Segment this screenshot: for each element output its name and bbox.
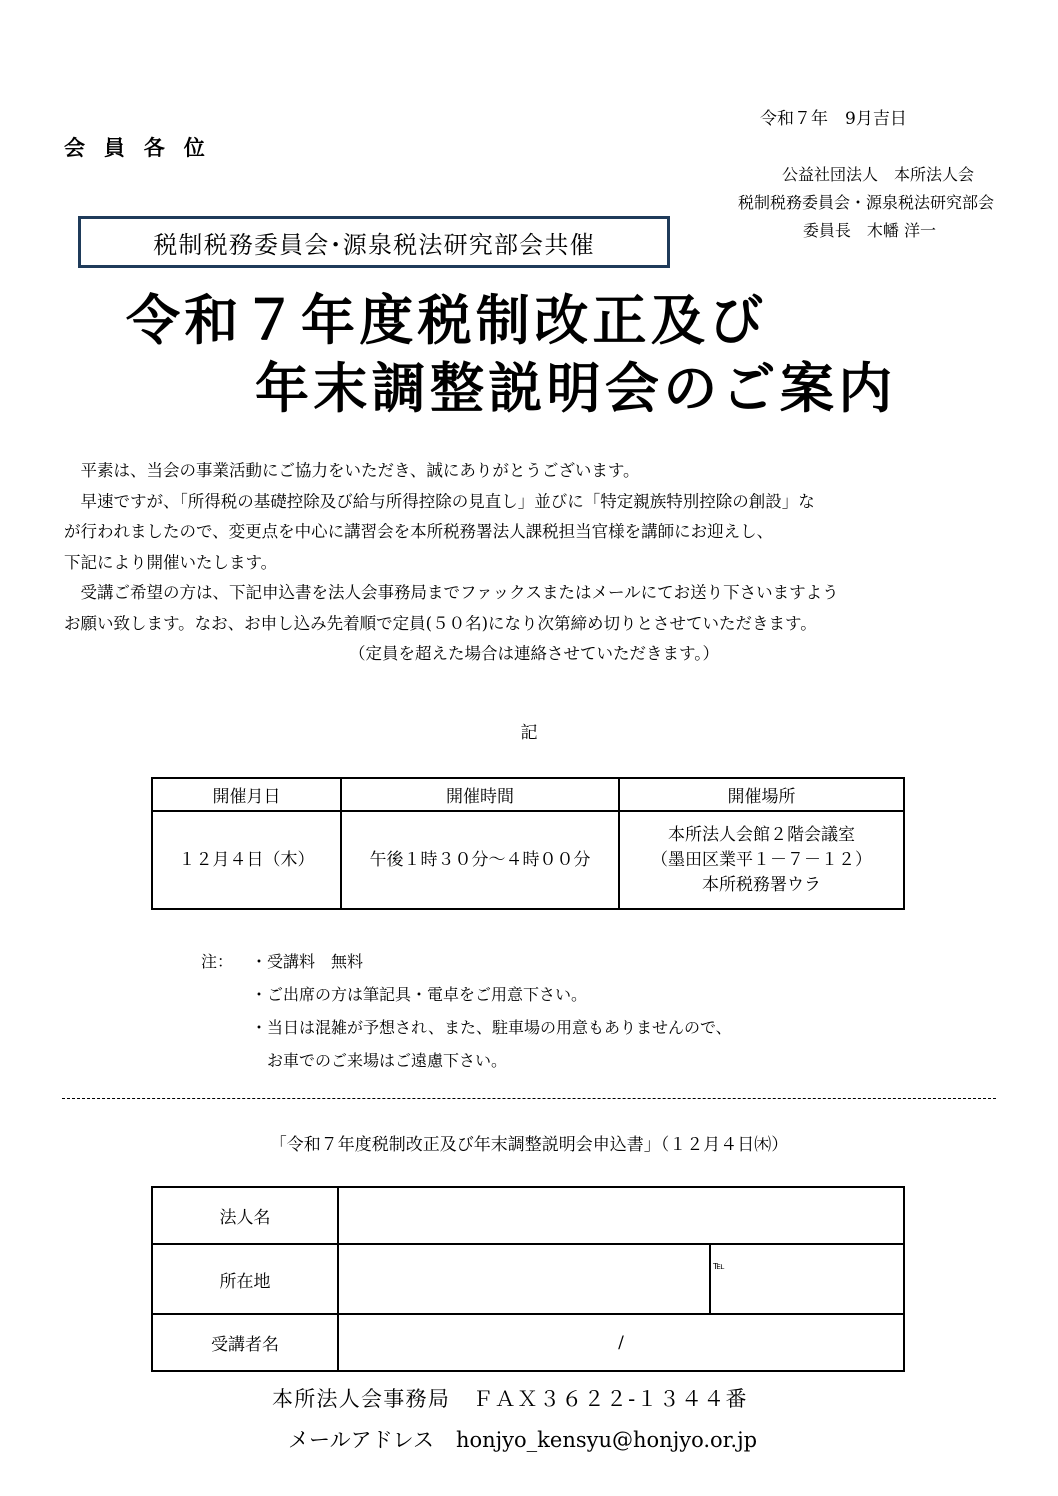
tel-label: ℡ <box>713 1259 725 1272</box>
corp-name-field[interactable] <box>338 1187 904 1244</box>
body-paragraph: 下記により開催いたします。 <box>64 552 278 572</box>
issue-date: 令和７年 9月吉日 <box>760 109 907 129</box>
body-paragraph: 受講ご希望の方は、下記申込書を法人会事務局までファックスまたはメールにてお送り下さいますよう <box>64 583 839 602</box>
note-row <box>201 945 732 978</box>
body-paragraph: 早速ですが、「所得税の基礎控除及び給与所得控除の見直し」並びに「特定親族特別控除の創設」な <box>64 491 815 511</box>
table-row <box>152 1187 904 1244</box>
header-date: 開催月日 <box>152 778 341 811</box>
event-date: １２月４日（木） <box>152 811 341 909</box>
note-item: ・当日は混雑が予想され、また、駐車場の用意もありませんので、 <box>251 1018 732 1037</box>
cut-line-divider <box>62 1098 996 1099</box>
note-item: ・ご出席の方は筆記具・電卓をご用意下さい。 <box>251 985 588 1004</box>
event-place <box>619 811 904 909</box>
attendee-label: 受講者名 <box>152 1314 338 1371</box>
table-row <box>152 811 904 909</box>
attendee-field[interactable] <box>338 1314 904 1371</box>
office-email-line <box>288 1424 757 1454</box>
cohost-badge <box>78 216 670 268</box>
table-row <box>152 1244 904 1314</box>
attendee-separator: / <box>618 1332 624 1353</box>
header-time: 開催時間 <box>341 778 619 811</box>
ki-heading: 記 <box>520 723 538 743</box>
place-line: （墨田区業平１－７－１２） <box>651 849 872 870</box>
tel-field[interactable] <box>710 1244 904 1314</box>
cohost-badge-text: 税制税務委員会･源泉税法研究部会共催 <box>153 230 595 259</box>
org-committee: 税制税務委員会・源泉税法研究部会 <box>737 193 994 212</box>
body-paragraph: 平素は、当会の事業活動にご協力をいただき、誠にありがとうございます。 <box>64 461 640 480</box>
corp-name-label: 法人名 <box>152 1187 338 1244</box>
place-line: 本所法人会館２階会議室 <box>668 824 855 845</box>
addressee: 会員各位 <box>64 135 224 160</box>
note-item: ・受講料 無料 <box>251 952 364 971</box>
body-paragraph-note: （定員を超えた場合は連絡させていただきます。） <box>349 644 719 663</box>
note-row <box>201 1011 732 1044</box>
application-form-table <box>151 1186 905 1372</box>
address-field[interactable] <box>338 1244 710 1314</box>
body-paragraph: お願い致します。なお、お申し込み先着順で定員(５０名)になり次第締め切りとさせていただきます。 <box>64 613 817 633</box>
org-chairperson: 委員長 木幡 洋一 <box>802 221 936 240</box>
form-title: 「令和７年度税制改正及び年末調整説明会申込書」（１２月４日㈭） <box>269 1135 789 1155</box>
table-header-row <box>152 778 904 811</box>
org-name: 公益社団法人 本所法人会 <box>781 165 974 184</box>
table-row <box>152 1314 904 1371</box>
note-row <box>201 1044 732 1077</box>
body-text <box>64 456 1004 670</box>
title-line-2: 年末調整説明会のご案内 <box>255 357 897 420</box>
event-time: 午後１時３０分～４時００分 <box>341 811 619 909</box>
header-place: 開催場所 <box>619 778 904 811</box>
email-label: メールアドレス <box>288 1428 434 1452</box>
note-row <box>201 978 732 1011</box>
event-table <box>151 777 905 910</box>
note-item: お車でのご来場はご遠慮下さい。 <box>251 1051 508 1070</box>
notes <box>201 945 732 1077</box>
address-label: 所在地 <box>152 1244 338 1314</box>
body-paragraph: が行われましたので、変更点を中心に講習会を本所税務署法人課税担当官様を講師にお迎えし、 <box>64 522 774 541</box>
place-line: 本所税務署ウラ <box>702 874 821 895</box>
email-address[interactable]: honjyo_kensyu@honjyo.or.jp <box>455 1428 758 1452</box>
office-fax: 本所法人会事務局 ＦＡＸ３６２２-１３４４番 <box>272 1387 748 1411</box>
notes-label: 注： <box>201 952 234 971</box>
title-line-1: 令和７年度税制改正及び <box>126 289 768 352</box>
